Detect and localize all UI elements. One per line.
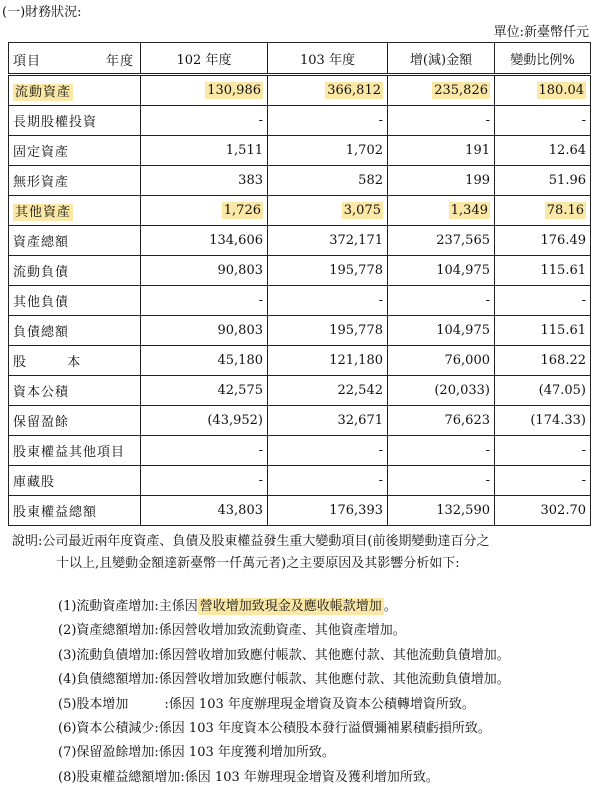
cell-change: - bbox=[388, 106, 495, 136]
item-highlight: 營收增加致現金及應收帳款增加 bbox=[199, 599, 382, 614]
cell-103: - bbox=[268, 436, 388, 466]
row-label: 負債總額 bbox=[9, 316, 141, 346]
row-label: 股東權益總額 bbox=[9, 496, 141, 526]
financial-table bbox=[8, 42, 591, 526]
explanation-list bbox=[58, 595, 510, 790]
cell-103: 582 bbox=[268, 166, 388, 196]
cell-103: 176,393 bbox=[268, 496, 388, 526]
cell-change: 199 bbox=[388, 166, 495, 196]
cell-102: 42,575 bbox=[141, 376, 268, 406]
note-line-1: 說明:公司最近兩年度資產、負債及股東權益發生重大變動項目(前後期變動達百分之 bbox=[12, 534, 490, 549]
table-header-row bbox=[9, 43, 591, 75]
section-title: (一)財務狀況: bbox=[2, 5, 82, 20]
cell-change: 132,590 bbox=[388, 496, 495, 526]
cell-102: 45,180 bbox=[141, 346, 268, 376]
list-item: (7)保留盈餘增加:係因 103 年度獲利增加所致。 bbox=[58, 745, 335, 761]
cell-103: 366,812 bbox=[327, 83, 381, 98]
cell-change: - bbox=[388, 466, 495, 496]
row-label: 固定資產 bbox=[9, 136, 141, 166]
cell-103: 22,542 bbox=[268, 376, 388, 406]
row-label-part: 股 bbox=[13, 355, 28, 370]
row-label bbox=[9, 346, 141, 376]
row-label: 股東權益其他項目 bbox=[9, 436, 141, 466]
header-102: 102 年度 bbox=[141, 43, 268, 75]
cell-102: - bbox=[141, 286, 268, 316]
table-row bbox=[9, 196, 591, 226]
cell-ratio: - bbox=[495, 436, 591, 466]
cell-ratio: - bbox=[495, 286, 591, 316]
explanation-note bbox=[12, 531, 592, 575]
cell-103: - bbox=[268, 286, 388, 316]
cell-ratio: 12.64 bbox=[495, 136, 591, 166]
cell-ratio: 180.04 bbox=[538, 83, 584, 98]
cell-102: - bbox=[141, 466, 268, 496]
corner-year-label: 年度 bbox=[105, 54, 134, 69]
cell-102: 130,986 bbox=[207, 83, 261, 98]
cell-103: - bbox=[268, 106, 388, 136]
cell-change: - bbox=[388, 436, 495, 466]
table-row bbox=[9, 106, 591, 136]
cell-change: 76,623 bbox=[388, 406, 495, 436]
row-label: 庫藏股 bbox=[9, 466, 141, 496]
cell-ratio: 115.61 bbox=[495, 256, 591, 286]
cell-ratio: (47.05) bbox=[495, 376, 591, 406]
cell-ratio: - bbox=[495, 466, 591, 496]
list-item bbox=[58, 693, 510, 717]
row-label: 保留盈餘 bbox=[9, 406, 141, 436]
header-ratio: 變動比例% bbox=[495, 43, 591, 75]
list-item: (4)負債總額增加:係因營收增加致應付帳款、其他應付款、其他流動負債增加。 bbox=[58, 672, 510, 688]
cell-change: 104,975 bbox=[388, 316, 495, 346]
corner-cell bbox=[9, 43, 141, 75]
item-text: (5)股本增加 bbox=[58, 696, 129, 712]
cell-102: (43,952) bbox=[141, 406, 268, 436]
note-line-2: 十以上,且變動金額達新臺幣一仟萬元者)之主要原因及其影響分析如下: bbox=[56, 556, 460, 571]
cell-102: - bbox=[141, 106, 268, 136]
cell-ratio: - bbox=[495, 106, 591, 136]
list-item: (8)股東權益總額增加:係因 103 年辦理現金增資及獲利增加所致。 bbox=[58, 769, 439, 785]
header-103: 103 年度 bbox=[268, 43, 388, 75]
cell-103: 372,171 bbox=[268, 226, 388, 256]
table-row bbox=[9, 346, 591, 376]
cell-ratio: 176.49 bbox=[495, 226, 591, 256]
cell-102: - bbox=[141, 436, 268, 466]
cell-change: 76,000 bbox=[388, 346, 495, 376]
cell-102: 134,606 bbox=[141, 226, 268, 256]
cell-102: 90,803 bbox=[141, 256, 268, 286]
cell-102: 383 bbox=[141, 166, 268, 196]
row-label: 資產總額 bbox=[9, 226, 141, 256]
row-label: 流動負債 bbox=[9, 256, 141, 286]
cell-103: 195,778 bbox=[268, 316, 388, 346]
cell-ratio: 78.16 bbox=[546, 203, 584, 218]
row-label: 資本公積 bbox=[9, 376, 141, 406]
table-row bbox=[9, 226, 591, 256]
cell-change: 235,826 bbox=[434, 83, 488, 98]
cell-103: 195,778 bbox=[268, 256, 388, 286]
table-row bbox=[9, 256, 591, 286]
row-label: 其他資產 bbox=[15, 205, 72, 220]
row-label: 流動資產 bbox=[15, 85, 72, 100]
item-text: :係因 103 年度辦理現金增資及資本公積轉增資所致。 bbox=[164, 696, 475, 712]
list-item: (3)流動負債增加:係因營收增加致應付帳款、其他應付款、其他流動負債增加。 bbox=[58, 647, 510, 663]
cell-change: (20,033) bbox=[388, 376, 495, 406]
cell-102: 1,726 bbox=[223, 203, 261, 218]
row-label: 無形資產 bbox=[9, 166, 141, 196]
cell-102: 43,803 bbox=[141, 496, 268, 526]
table-row bbox=[9, 166, 591, 196]
cell-103: 3,075 bbox=[343, 203, 381, 218]
cell-102: 90,803 bbox=[141, 316, 268, 346]
unit-label: 單位:新臺幣仟元 bbox=[493, 25, 589, 40]
cell-ratio: (174.33) bbox=[495, 406, 591, 436]
cell-103: 32,671 bbox=[268, 406, 388, 436]
table-row bbox=[9, 136, 591, 166]
row-label: 其他負債 bbox=[9, 286, 141, 316]
table-row bbox=[9, 75, 591, 106]
cell-ratio: 302.70 bbox=[495, 496, 591, 526]
list-item bbox=[58, 595, 510, 619]
row-label-part: 本 bbox=[67, 355, 82, 370]
cell-103: - bbox=[268, 466, 388, 496]
item-text: 。 bbox=[383, 599, 397, 614]
table-row bbox=[9, 496, 591, 526]
cell-change: 104,975 bbox=[388, 256, 495, 286]
item-text: (1)流動資產增加:主係因 bbox=[58, 599, 198, 614]
cell-change: 237,565 bbox=[388, 226, 495, 256]
cell-change: - bbox=[388, 286, 495, 316]
cell-change: 191 bbox=[388, 136, 495, 166]
table-row bbox=[9, 316, 591, 346]
cell-103: 1,702 bbox=[268, 136, 388, 166]
table-row bbox=[9, 436, 591, 466]
table-row bbox=[9, 376, 591, 406]
cell-ratio: 115.61 bbox=[495, 316, 591, 346]
table-row bbox=[9, 466, 591, 496]
cell-change: 1,349 bbox=[450, 203, 488, 218]
table-row bbox=[9, 406, 591, 436]
corner-item-label: 項目 bbox=[13, 54, 42, 69]
cell-103: 121,180 bbox=[268, 346, 388, 376]
header-change: 增(減)金額 bbox=[388, 43, 495, 75]
cell-ratio: 51.96 bbox=[495, 166, 591, 196]
list-item: (6)資本公積減少:係因 103 年度資本公積股本發行溢價彌補累積虧損所致。 bbox=[58, 720, 491, 736]
table-row bbox=[9, 286, 591, 316]
list-item: (2)資產總額增加:係因營收增加致流動資產、其他資產增加。 bbox=[58, 623, 406, 639]
row-label: 長期股權投資 bbox=[9, 106, 141, 136]
cell-ratio: 168.22 bbox=[495, 346, 591, 376]
cell-102: 1,511 bbox=[141, 136, 268, 166]
